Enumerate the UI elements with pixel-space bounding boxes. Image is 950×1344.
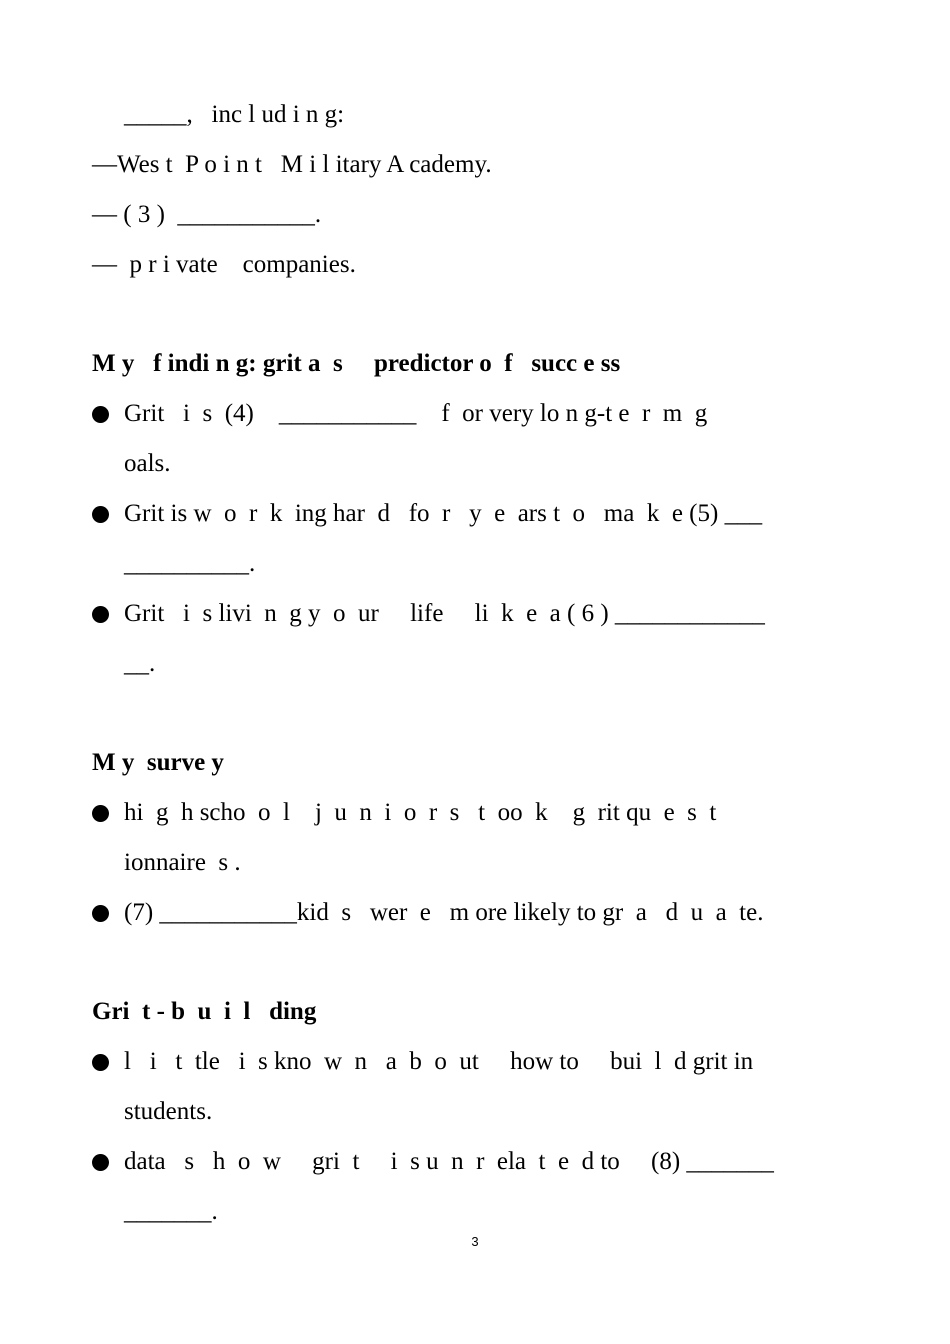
finding-bullet-2-continuation: __________. — [124, 550, 256, 577]
finding-bullet-1-continuation: oals. — [124, 450, 171, 477]
finding-bullet-3-continuation: __. — [124, 650, 156, 677]
survey-bullet-2-text: (7) ___________kid s wer e m ore likely to gr a d u a te. — [124, 899, 764, 926]
bullet-dot-icon — [92, 1054, 109, 1071]
page-number: 3 — [471, 1234, 479, 1249]
gritbuilding-bullet-2-continuation: _______. — [124, 1198, 218, 1225]
bullet-dot-icon — [92, 506, 109, 523]
bullet-dot-icon — [92, 606, 109, 623]
gritbuilding-bullet-1-text: l i t tle i s kno w n a b o ut how to bui l d grit in — [124, 1048, 754, 1075]
finding-bullet-1-text: Grit i s (4) ___________ f or very lo n g-t e r m g — [124, 400, 708, 427]
survey-heading: M y surve y — [92, 749, 224, 776]
finding-bullet-3-text: Grit i s livi n g y o ur life li k e a ( 6 ) ____________ — [124, 600, 765, 627]
gritbuilding-heading: Gri t - b u i l ding — [92, 998, 317, 1025]
finding-bullet-2-text: Grit is w o r k ing har d fo r y e ars t o ma k e (5) ___ — [124, 500, 763, 527]
intro-line-3: — ( 3 ) ___________. — [92, 201, 322, 228]
intro-line-2: —Wes t P o i n t M i l itary A cademy. — [92, 151, 492, 178]
intro-line-1: _____, inc l ud i n g: — [124, 101, 345, 128]
bullet-dot-icon — [92, 905, 109, 922]
survey-bullet-1-continuation: ionnaire s . — [124, 849, 241, 876]
bullet-dot-icon — [92, 805, 109, 822]
gritbuilding-bullet-2-text: data s h o w gri t i s u n r ela t e d to (8) _______ — [124, 1148, 774, 1175]
bullet-dot-icon — [92, 406, 109, 423]
bullet-dot-icon — [92, 1154, 109, 1171]
finding-heading: M y f indi n g: grit a s predictor o f succ e ss — [92, 350, 621, 377]
gritbuilding-bullet-1-continuation: students. — [124, 1098, 213, 1125]
intro-line-4: — p r i vate companies. — [92, 251, 356, 278]
survey-bullet-1-text: hi g h scho o l j u n i o r s t oo k g rit qu e s t — [124, 799, 717, 826]
